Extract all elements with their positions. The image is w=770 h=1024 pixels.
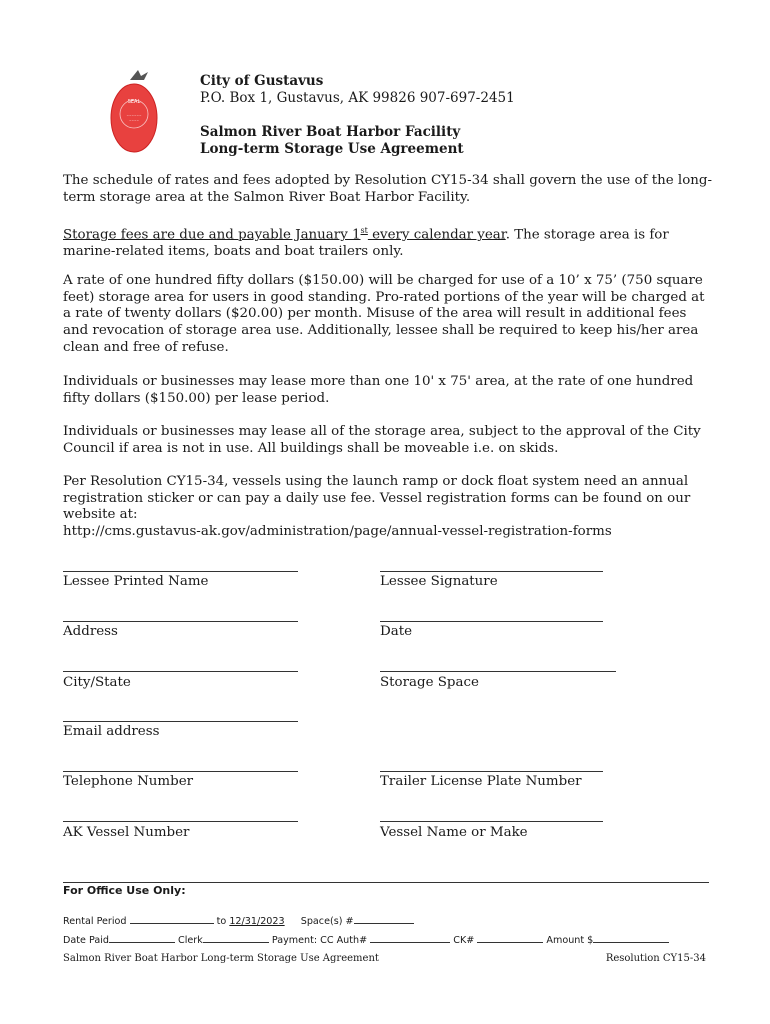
- rental-start-field[interactable]: [130, 913, 214, 924]
- office-row-rental: [63, 913, 414, 927]
- clerk-field[interactable]: [203, 932, 269, 943]
- cc-auth-field[interactable]: [370, 932, 450, 943]
- amount-label: Amount $: [546, 935, 594, 946]
- office-divider: [63, 882, 709, 883]
- ck-field[interactable]: [477, 932, 543, 943]
- facility-name: Salmon River Boat Harbor Facility: [200, 124, 461, 140]
- svg-text:SEAL: SEAL: [127, 99, 141, 105]
- registration-url[interactable]: http://cms.gustavus-ak.gov/administration/page/annual-vessel-registration-forms: [63, 524, 612, 540]
- email-line[interactable]: [63, 721, 298, 722]
- rental-end-date[interactable]: 12/31/2023: [229, 916, 285, 927]
- to-label: to: [216, 916, 227, 927]
- rental-period-label: Rental Period: [63, 916, 127, 927]
- city-state-line[interactable]: [63, 671, 298, 672]
- paragraph-all-storage: Individuals or businesses may lease all of the storage area, subject to the approval of the City Council if area is not in use. All buildings shall be moveable i.e. on skids.: [63, 424, 701, 456]
- email-label: Email address: [63, 724, 160, 739]
- office-row-payment: [63, 932, 669, 946]
- lessee-printed-name-label: Lessee Printed Name: [63, 574, 209, 589]
- address-label: Address: [63, 624, 118, 639]
- agreement-title: Long-term Storage Use Agreement: [200, 141, 464, 157]
- address-line[interactable]: [63, 621, 298, 622]
- date-label: Date: [380, 624, 413, 639]
- storage-space-label: Storage Space: [380, 675, 479, 690]
- ak-vessel-number-line[interactable]: [63, 821, 298, 822]
- paragraph-rate: A rate of one hundred fifty dollars ($150.00) will be charged for use of a 10’ x 75’ (750 square feet) storage area for users in good standing. Pro-rated portions of the year will be charged at a rate of twenty dollars ($20.00) per month. Misuse of the area will result in additional fees and revocation of storage area use. Additionally, lessee shall be required to keep his/her area clean and free of refuse.: [63, 273, 705, 355]
- city-state-label: City/State: [63, 675, 131, 690]
- svg-text:~~~~~~: ~~~~~~: [126, 113, 142, 117]
- clerk-label: Clerk: [178, 935, 203, 946]
- paragraph-multiple-lease: Individuals or businesses may lease more than one 10' x 75' area, at the rate of one hundred fifty dollars ($150.00) per lease period.: [63, 374, 694, 406]
- city-seal-logo: [108, 66, 160, 154]
- ck-label: CK#: [453, 935, 475, 946]
- paragraph-fees-due: Storage fees are due and payable January 1st every calendar year. The storage area is for marine-related items, boats and boat trailers only.: [63, 226, 669, 260]
- office-use-heading: For Office Use Only:: [63, 884, 186, 897]
- lessee-printed-name-line[interactable]: [63, 571, 298, 572]
- date-line[interactable]: [380, 621, 603, 622]
- spaces-field[interactable]: [354, 913, 414, 924]
- footer-resolution: Resolution CY15-34: [605, 953, 706, 964]
- paragraph-schedule: The schedule of rates and fees adopted by Resolution CY15-34 shall govern the use of the long-term storage area at the Salmon River Boat Harbor Facility.: [63, 173, 712, 205]
- amount-field[interactable]: [593, 932, 669, 943]
- trailer-plate-label: Trailer License Plate Number: [380, 774, 582, 789]
- paragraph-vessel-registration: Per Resolution CY15-34, vessels using the launch ramp or dock float system need an annual registration sticker or can pay a daily use fee. Vessel registration forms can be found on our website at: http://cms.gustavus-ak.gov/administration/page/annual-vessel-registration-forms: [63, 474, 713, 541]
- svg-text:~~~~: ~~~~: [128, 118, 140, 122]
- date-paid-field[interactable]: [109, 932, 175, 943]
- org-address: P.O. Box 1, Gustavus, AK 99826 907-697-2451: [200, 90, 515, 106]
- spaces-label: Space(s) #: [300, 916, 354, 927]
- lessee-signature-label: Lessee Signature: [380, 574, 498, 589]
- stem-icon: [130, 70, 148, 80]
- trailer-plate-line[interactable]: [380, 771, 603, 772]
- lessee-signature-line[interactable]: [380, 571, 603, 572]
- vessel-name-label: Vessel Name or Make: [380, 825, 528, 840]
- footer-title: Salmon River Boat Harbor Long-term Storage Use Agreement: [63, 953, 379, 964]
- ak-vessel-number-label: AK Vessel Number: [63, 825, 190, 840]
- telephone-line[interactable]: [63, 771, 298, 772]
- date-paid-label: Date Paid: [63, 935, 109, 946]
- telephone-label: Telephone Number: [63, 774, 194, 789]
- org-name: City of Gustavus: [200, 73, 324, 89]
- payment-cc-label: Payment: CC Auth#: [271, 935, 368, 946]
- storage-space-line[interactable]: [380, 671, 616, 672]
- vessel-name-line[interactable]: [380, 821, 603, 822]
